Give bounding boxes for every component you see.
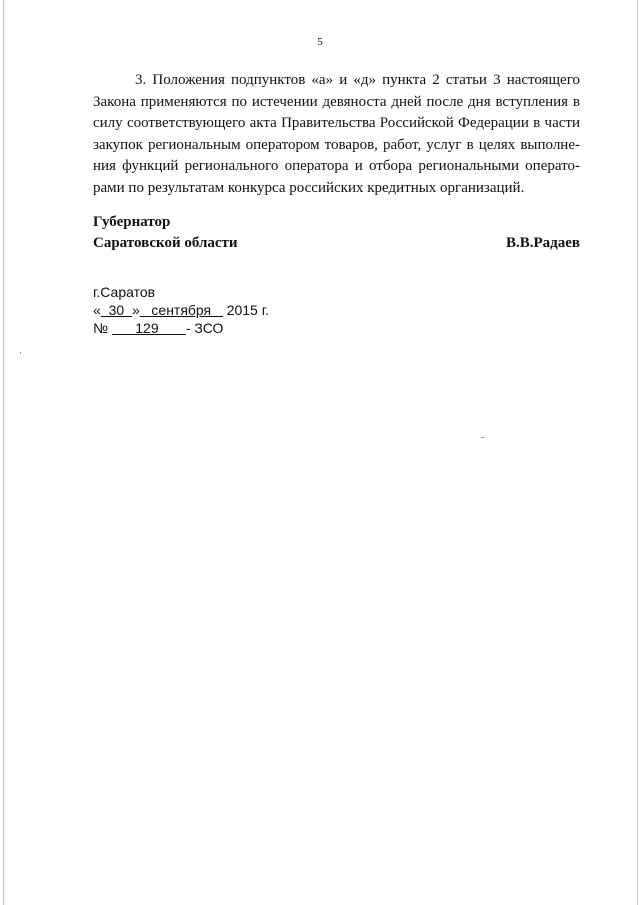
- city-line: г.Саратов: [93, 284, 156, 300]
- paragraph-line: 3. Положения подпунктов «а» и «д» пункта 2 статьи 3 настоящего: [135, 72, 580, 88]
- date-day: 30: [100, 302, 132, 318]
- paragraph-line: рами по результатам конкурса российских кредитных организаций.: [93, 179, 525, 196]
- date-close-quote: »: [131, 302, 140, 318]
- date-line: [93, 301, 269, 319]
- scan-speck: [20, 352, 21, 354]
- date-month: сентября: [139, 302, 223, 318]
- paragraph-line: Закона применяются по истечении девяноста дней после дня вступления в: [93, 93, 580, 110]
- paragraph-line: ния функций регионального оператора и отбора региональными операто-: [93, 158, 580, 174]
- date-open-quote: «: [93, 302, 101, 318]
- scan-edge-left: [3, 0, 4, 905]
- number-suffix: - ЗСО: [185, 320, 224, 336]
- law-paragraph: [93, 70, 580, 199]
- paragraph-line: закупок региональным оператором товаров, работ, услуг в целях выполне-: [93, 136, 580, 153]
- scan-speck: [481, 437, 484, 438]
- signature-row-title: [93, 212, 580, 233]
- governor-name: В.В.Радаев: [505, 235, 580, 251]
- paragraph-line: силу соответствующего акта Правительства Российской Федерации в части: [93, 115, 580, 131]
- page-number: 5: [317, 36, 323, 48]
- number-line: [93, 319, 269, 337]
- governor-title: Губернатор: [93, 214, 171, 230]
- date-year: 2015 г.: [222, 302, 270, 318]
- document-footer: [93, 283, 269, 337]
- signature-row-region: [93, 233, 580, 254]
- scan-edge-right: [637, 0, 638, 905]
- law-number: 129: [111, 320, 186, 336]
- signature-block: [93, 212, 580, 254]
- governor-region: Саратовской области: [93, 235, 238, 251]
- number-prefix: №: [93, 320, 112, 336]
